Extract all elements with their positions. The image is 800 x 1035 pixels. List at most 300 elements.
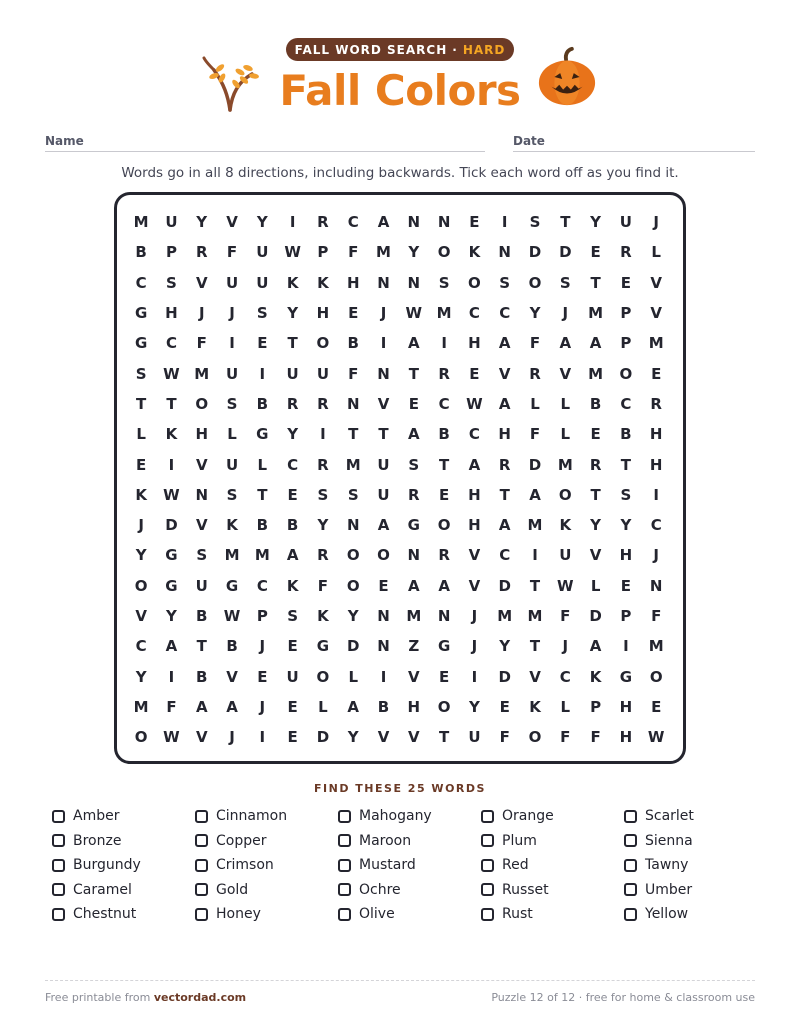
- grid-cell[interactable]: T: [348, 425, 359, 444]
- checkbox[interactable]: [195, 834, 208, 847]
- grid-cell[interactable]: G: [407, 516, 420, 535]
- grid-cell[interactable]: M: [254, 546, 270, 565]
- grid-cell[interactable]: T: [136, 394, 147, 413]
- grid-cell[interactable]: B: [589, 394, 602, 413]
- grid-cell[interactable]: E: [378, 576, 389, 595]
- grid-cell[interactable]: E: [348, 304, 359, 323]
- grid-cell[interactable]: L: [318, 697, 328, 716]
- grid-cell[interactable]: J: [471, 607, 478, 625]
- word-item[interactable]: [481, 878, 621, 903]
- grid-cell[interactable]: U: [225, 455, 239, 474]
- grid-cell[interactable]: C: [135, 273, 147, 292]
- grid-cell[interactable]: N: [437, 607, 451, 625]
- grid-cell[interactable]: I: [441, 334, 447, 353]
- grid-cell[interactable]: V: [408, 728, 420, 747]
- grid-cell[interactable]: J: [653, 546, 659, 565]
- grid-cell[interactable]: V: [377, 394, 390, 413]
- grid-cell[interactable]: K: [165, 425, 178, 444]
- grid-cell[interactable]: L: [651, 243, 661, 262]
- grid-cell[interactable]: O: [528, 728, 542, 747]
- grid-cell[interactable]: Y: [620, 516, 632, 535]
- grid-cell[interactable]: E: [287, 697, 298, 716]
- grid-cell[interactable]: Y: [590, 213, 602, 232]
- grid-cell[interactable]: K: [468, 243, 481, 262]
- grid-cell[interactable]: C: [620, 394, 632, 413]
- grid-cell[interactable]: K: [317, 273, 329, 292]
- grid-cell[interactable]: W: [163, 728, 180, 747]
- grid-cell[interactable]: A: [165, 637, 178, 656]
- grid-cell[interactable]: C: [438, 394, 450, 413]
- grid-cell[interactable]: J: [138, 516, 144, 535]
- grid-cell[interactable]: U: [377, 485, 390, 504]
- grid-cell[interactable]: R: [408, 485, 420, 504]
- grid-cell[interactable]: E: [438, 667, 450, 686]
- grid-cell[interactable]: S: [196, 546, 208, 565]
- grid-cell[interactable]: J: [380, 304, 387, 323]
- grid-cell[interactable]: N: [346, 516, 360, 535]
- grid-cell[interactable]: H: [407, 697, 421, 716]
- grid-cell[interactable]: I: [653, 485, 659, 504]
- grid-cell[interactable]: N: [195, 485, 209, 504]
- grid-cell[interactable]: V: [650, 273, 662, 292]
- checkbox[interactable]: [481, 908, 494, 921]
- grid-cell[interactable]: U: [619, 213, 632, 232]
- grid-cell[interactable]: O: [437, 516, 451, 535]
- grid-cell[interactable]: S: [559, 273, 571, 292]
- grid-cell[interactable]: F: [348, 364, 359, 383]
- grid-cell[interactable]: F: [226, 243, 238, 262]
- grid-cell[interactable]: G: [165, 546, 178, 565]
- grid-cell[interactable]: K: [286, 576, 299, 595]
- grid-cell[interactable]: S: [166, 273, 177, 292]
- grid-cell[interactable]: O: [558, 485, 572, 504]
- name-field[interactable]: [45, 134, 485, 152]
- grid-cell[interactable]: M: [345, 455, 361, 474]
- grid-cell[interactable]: C: [165, 334, 177, 353]
- grid-cell[interactable]: S: [529, 213, 541, 232]
- grid-cell[interactable]: R: [317, 394, 329, 413]
- grid-cell[interactable]: H: [649, 425, 663, 444]
- grid-cell[interactable]: H: [649, 455, 663, 474]
- grid-cell[interactable]: P: [620, 304, 632, 323]
- grid-cell[interactable]: M: [194, 364, 210, 383]
- grid-cell[interactable]: L: [560, 394, 571, 413]
- grid-cell[interactable]: C: [135, 637, 147, 656]
- grid-cell[interactable]: F: [560, 607, 571, 625]
- grid-cell[interactable]: U: [165, 213, 178, 232]
- grid-cell[interactable]: G: [225, 576, 239, 595]
- grid-cell[interactable]: M: [406, 607, 422, 625]
- grid-cell[interactable]: L: [257, 455, 268, 474]
- word-item[interactable]: [624, 853, 764, 878]
- grid-cell[interactable]: E: [257, 667, 268, 686]
- grid-cell[interactable]: I: [229, 334, 235, 353]
- grid-cell[interactable]: N: [407, 213, 421, 232]
- grid-cell[interactable]: A: [377, 213, 390, 232]
- grid-cell[interactable]: O: [528, 273, 542, 292]
- grid-cell[interactable]: N: [346, 394, 360, 413]
- word-item[interactable]: [195, 853, 335, 878]
- grid-cell[interactable]: G: [256, 425, 269, 444]
- grid-cell[interactable]: L: [530, 394, 540, 413]
- grid-cell[interactable]: I: [380, 667, 387, 686]
- grid-cell[interactable]: I: [320, 425, 326, 444]
- grid-cell[interactable]: O: [437, 697, 451, 716]
- grid-cell[interactable]: M: [588, 364, 604, 383]
- grid-cell[interactable]: B: [196, 667, 208, 686]
- grid-cell[interactable]: T: [439, 455, 450, 474]
- grid-cell[interactable]: H: [619, 697, 633, 716]
- word-item[interactable]: [338, 878, 478, 903]
- grid-cell[interactable]: I: [289, 213, 296, 232]
- grid-cell[interactable]: T: [378, 425, 389, 444]
- checkbox[interactable]: [481, 859, 494, 872]
- grid-cell[interactable]: B: [226, 637, 238, 656]
- grid-cell[interactable]: E: [287, 485, 298, 504]
- grid-cell[interactable]: L: [348, 667, 358, 686]
- grid-cell[interactable]: E: [438, 485, 450, 504]
- grid-cell[interactable]: S: [499, 273, 511, 292]
- grid-cell[interactable]: F: [590, 728, 601, 747]
- grid-cell[interactable]: V: [226, 213, 238, 232]
- checkbox[interactable]: [195, 810, 208, 823]
- grid-cell[interactable]: F: [529, 425, 541, 444]
- grid-cell[interactable]: O: [316, 667, 330, 686]
- grid-cell[interactable]: K: [286, 273, 299, 292]
- grid-cell[interactable]: C: [650, 516, 662, 535]
- grid-cell[interactable]: I: [471, 667, 478, 686]
- grid-cell[interactable]: T: [590, 485, 601, 504]
- grid-cell[interactable]: A: [498, 394, 511, 413]
- word-item[interactable]: [195, 878, 335, 903]
- grid-cell[interactable]: B: [196, 607, 208, 625]
- grid-cell[interactable]: F: [499, 728, 510, 747]
- grid-cell[interactable]: Y: [408, 243, 420, 262]
- grid-cell[interactable]: N: [377, 607, 390, 625]
- grid-cell[interactable]: T: [529, 576, 541, 595]
- checkbox[interactable]: [338, 834, 351, 847]
- grid-cell[interactable]: R: [620, 243, 632, 262]
- grid-cell[interactable]: A: [226, 697, 238, 716]
- grid-cell[interactable]: C: [347, 213, 359, 232]
- grid-cell[interactable]: H: [619, 728, 633, 747]
- grid-cell[interactable]: V: [529, 667, 541, 686]
- grid-cell[interactable]: D: [347, 637, 360, 656]
- grid-cell[interactable]: S: [135, 364, 147, 383]
- grid-cell[interactable]: A: [589, 637, 602, 656]
- grid-cell[interactable]: B: [256, 394, 269, 413]
- grid-cell[interactable]: H: [468, 516, 481, 535]
- grid-cell[interactable]: U: [195, 576, 208, 595]
- word-item[interactable]: [338, 853, 478, 878]
- grid-cell[interactable]: W: [163, 485, 180, 504]
- grid-cell[interactable]: A: [498, 334, 511, 353]
- grid-cell[interactable]: F: [560, 728, 571, 747]
- grid-cell[interactable]: T: [529, 637, 541, 656]
- grid-cell[interactable]: O: [649, 667, 663, 686]
- grid-cell[interactable]: M: [527, 516, 543, 535]
- grid-cell[interactable]: J: [259, 697, 266, 716]
- grid-cell[interactable]: O: [316, 334, 330, 353]
- grid-cell[interactable]: I: [501, 213, 508, 232]
- grid-cell[interactable]: O: [346, 576, 360, 595]
- grid-cell[interactable]: P: [590, 697, 602, 716]
- grid-cell[interactable]: U: [256, 243, 269, 262]
- grid-cell[interactable]: E: [136, 455, 147, 474]
- checkbox[interactable]: [624, 859, 637, 872]
- checkbox[interactable]: [195, 883, 208, 896]
- grid-cell[interactable]: R: [317, 455, 329, 474]
- grid-cell[interactable]: D: [589, 607, 602, 625]
- grid-cell[interactable]: E: [287, 637, 298, 656]
- grid-cell[interactable]: W: [466, 394, 483, 413]
- grid-cell[interactable]: O: [468, 273, 481, 292]
- grid-cell[interactable]: B: [286, 516, 299, 535]
- grid-cell[interactable]: Y: [529, 304, 541, 323]
- footer-site-link[interactable]: vectordad.com: [153, 991, 247, 1004]
- grid-cell[interactable]: G: [165, 576, 178, 595]
- grid-cell[interactable]: T: [560, 213, 571, 232]
- checkbox[interactable]: [195, 859, 208, 872]
- grid-cell[interactable]: G: [134, 304, 148, 323]
- word-item[interactable]: [624, 804, 764, 829]
- grid-cell[interactable]: R: [438, 546, 450, 565]
- grid-cell[interactable]: P: [620, 334, 632, 353]
- word-item[interactable]: [195, 902, 335, 927]
- grid-cell[interactable]: T: [408, 364, 419, 383]
- grid-cell[interactable]: M: [648, 334, 664, 353]
- grid-cell[interactable]: P: [256, 607, 268, 625]
- checkbox[interactable]: [338, 859, 351, 872]
- grid-cell[interactable]: L: [136, 425, 146, 444]
- grid-cell[interactable]: S: [287, 607, 299, 625]
- grid-cell[interactable]: K: [529, 697, 541, 716]
- grid-cell[interactable]: C: [256, 576, 268, 595]
- grid-cell[interactable]: M: [497, 607, 513, 625]
- grid-cell[interactable]: R: [438, 364, 450, 383]
- grid-cell[interactable]: O: [437, 243, 451, 262]
- grid-cell[interactable]: B: [256, 516, 269, 535]
- grid-cell[interactable]: I: [623, 637, 629, 656]
- grid-cell[interactable]: I: [168, 455, 175, 474]
- grid-cell[interactable]: D: [316, 728, 330, 747]
- grid-cell[interactable]: V: [408, 667, 420, 686]
- checkbox[interactable]: [481, 834, 494, 847]
- grid-cell[interactable]: V: [195, 516, 208, 535]
- checkbox[interactable]: [52, 908, 65, 921]
- grid-cell[interactable]: N: [407, 546, 421, 565]
- grid-cell[interactable]: J: [229, 304, 235, 323]
- grid-cell[interactable]: Y: [499, 637, 511, 656]
- grid-cell[interactable]: T: [620, 455, 632, 474]
- checkbox[interactable]: [52, 810, 65, 823]
- grid-cell[interactable]: V: [135, 607, 147, 625]
- grid-cell[interactable]: V: [498, 364, 511, 383]
- grid-cell[interactable]: T: [196, 637, 207, 656]
- grid-cell[interactable]: P: [317, 243, 329, 262]
- grid-cell[interactable]: Y: [287, 425, 299, 444]
- grid-cell[interactable]: E: [590, 425, 601, 444]
- grid-cell[interactable]: G: [619, 667, 633, 686]
- grid-cell[interactable]: D: [528, 243, 542, 262]
- grid-cell[interactable]: O: [377, 546, 390, 565]
- grid-cell[interactable]: E: [408, 394, 419, 413]
- grid-cell[interactable]: K: [226, 516, 238, 535]
- word-item[interactable]: [624, 829, 764, 854]
- checkbox[interactable]: [624, 834, 637, 847]
- grid-cell[interactable]: E: [651, 697, 662, 716]
- grid-cell[interactable]: I: [168, 667, 175, 686]
- grid-cell[interactable]: C: [499, 546, 511, 565]
- grid-cell[interactable]: U: [225, 273, 239, 292]
- grid-cell[interactable]: M: [557, 455, 573, 474]
- grid-cell[interactable]: G: [437, 637, 451, 656]
- word-item[interactable]: [481, 853, 621, 878]
- grid-cell[interactable]: S: [347, 485, 359, 504]
- grid-cell[interactable]: U: [559, 546, 572, 565]
- grid-cell[interactable]: E: [469, 364, 480, 383]
- grid-cell[interactable]: U: [316, 364, 330, 383]
- grid-cell[interactable]: T: [439, 728, 450, 747]
- grid-cell[interactable]: H: [619, 546, 633, 565]
- grid-cell[interactable]: M: [133, 697, 149, 716]
- grid-cell[interactable]: E: [469, 213, 480, 232]
- grid-cell[interactable]: N: [498, 243, 511, 262]
- grid-cell[interactable]: M: [133, 213, 149, 232]
- grid-cell[interactable]: C: [287, 455, 299, 474]
- grid-cell[interactable]: U: [468, 728, 481, 747]
- grid-cell[interactable]: S: [226, 485, 238, 504]
- grid-cell[interactable]: V: [377, 728, 390, 747]
- grid-cell[interactable]: F: [196, 334, 207, 353]
- grid-cell[interactable]: B: [377, 697, 390, 716]
- grid-cell[interactable]: A: [468, 455, 481, 474]
- word-item[interactable]: [481, 829, 621, 854]
- grid-cell[interactable]: N: [649, 576, 663, 595]
- grid-cell[interactable]: A: [195, 697, 208, 716]
- checkbox[interactable]: [624, 883, 637, 896]
- grid-cell[interactable]: A: [498, 516, 511, 535]
- checkbox[interactable]: [195, 908, 208, 921]
- grid-cell[interactable]: F: [317, 576, 329, 595]
- grid-cell[interactable]: T: [257, 485, 268, 504]
- grid-cell[interactable]: M: [224, 546, 240, 565]
- grid-cell[interactable]: D: [165, 516, 178, 535]
- grid-cell[interactable]: H: [346, 273, 360, 292]
- grid-cell[interactable]: S: [317, 485, 329, 504]
- grid-cell[interactable]: I: [259, 364, 266, 383]
- word-item[interactable]: [338, 829, 478, 854]
- grid-cell[interactable]: E: [257, 334, 268, 353]
- grid-cell[interactable]: J: [562, 304, 569, 323]
- checkbox[interactable]: [52, 859, 65, 872]
- grid-cell[interactable]: Y: [347, 728, 359, 747]
- grid-cell[interactable]: H: [468, 485, 481, 504]
- grid-cell[interactable]: M: [648, 637, 664, 656]
- grid-cell[interactable]: V: [468, 576, 481, 595]
- grid-cell[interactable]: K: [589, 667, 602, 686]
- grid-cell[interactable]: O: [134, 728, 148, 747]
- grid-cell[interactable]: V: [226, 667, 238, 686]
- word-item[interactable]: [338, 804, 478, 829]
- word-item[interactable]: [52, 878, 192, 903]
- word-item[interactable]: [481, 902, 621, 927]
- grid-cell[interactable]: V: [195, 455, 208, 474]
- grid-cell[interactable]: Y: [135, 667, 147, 686]
- grid-cell[interactable]: T: [499, 485, 510, 504]
- grid-cell[interactable]: K: [135, 485, 147, 504]
- checkbox[interactable]: [338, 883, 351, 896]
- grid-cell[interactable]: U: [256, 273, 269, 292]
- grid-cell[interactable]: V: [195, 728, 208, 747]
- checkbox[interactable]: [481, 810, 494, 823]
- grid-cell[interactable]: C: [559, 667, 571, 686]
- grid-cell[interactable]: W: [405, 304, 423, 323]
- word-item[interactable]: [52, 853, 192, 878]
- grid-cell[interactable]: W: [557, 576, 574, 595]
- grid-cell[interactable]: M: [436, 304, 452, 323]
- grid-cell[interactable]: J: [259, 637, 266, 656]
- grid-cell[interactable]: R: [529, 364, 541, 383]
- grid-cell[interactable]: P: [165, 243, 177, 262]
- grid-cell[interactable]: W: [647, 728, 665, 747]
- grid-cell[interactable]: J: [562, 637, 569, 656]
- grid-cell[interactable]: V: [589, 546, 602, 565]
- grid-cell[interactable]: Y: [287, 304, 299, 323]
- grid-cell[interactable]: J: [229, 728, 235, 747]
- grid-cell[interactable]: W: [223, 607, 241, 625]
- grid-cell[interactable]: N: [377, 364, 390, 383]
- grid-cell[interactable]: T: [590, 273, 601, 292]
- grid-cell[interactable]: B: [438, 425, 450, 444]
- grid-cell[interactable]: E: [590, 243, 601, 262]
- grid-cell[interactable]: M: [376, 243, 391, 262]
- grid-cell[interactable]: M: [527, 607, 543, 625]
- grid-cell[interactable]: A: [438, 576, 450, 595]
- grid-cell[interactable]: S: [620, 485, 632, 504]
- grid-cell[interactable]: B: [620, 425, 632, 444]
- grid-cell[interactable]: L: [227, 425, 237, 444]
- grid-cell[interactable]: O: [619, 364, 633, 383]
- grid-cell[interactable]: Y: [135, 546, 147, 565]
- grid-cell[interactable]: A: [559, 334, 572, 353]
- grid-cell[interactable]: D: [528, 455, 542, 474]
- checkbox[interactable]: [338, 908, 351, 921]
- checkbox[interactable]: [481, 883, 494, 896]
- grid-cell[interactable]: N: [407, 273, 421, 292]
- grid-cell[interactable]: N: [377, 273, 390, 292]
- grid-cell[interactable]: E: [287, 728, 298, 747]
- word-item[interactable]: [624, 878, 764, 903]
- grid-cell[interactable]: J: [471, 637, 478, 656]
- grid-cell[interactable]: I: [259, 728, 266, 747]
- grid-cell[interactable]: H: [468, 334, 481, 353]
- grid-cell[interactable]: I: [380, 334, 387, 353]
- grid-cell[interactable]: V: [559, 364, 572, 383]
- grid-cell[interactable]: G: [316, 637, 330, 656]
- grid-cell[interactable]: Y: [317, 516, 329, 535]
- grid-cell[interactable]: K: [559, 516, 572, 535]
- word-item[interactable]: [52, 829, 192, 854]
- date-field[interactable]: [513, 134, 755, 152]
- grid-cell[interactable]: B: [135, 243, 147, 262]
- grid-cell[interactable]: F: [529, 334, 541, 353]
- grid-cell[interactable]: G: [134, 334, 148, 353]
- grid-cell[interactable]: S: [438, 273, 450, 292]
- grid-cell[interactable]: F: [166, 697, 177, 716]
- grid-cell[interactable]: U: [377, 455, 390, 474]
- grid-cell[interactable]: Y: [590, 516, 602, 535]
